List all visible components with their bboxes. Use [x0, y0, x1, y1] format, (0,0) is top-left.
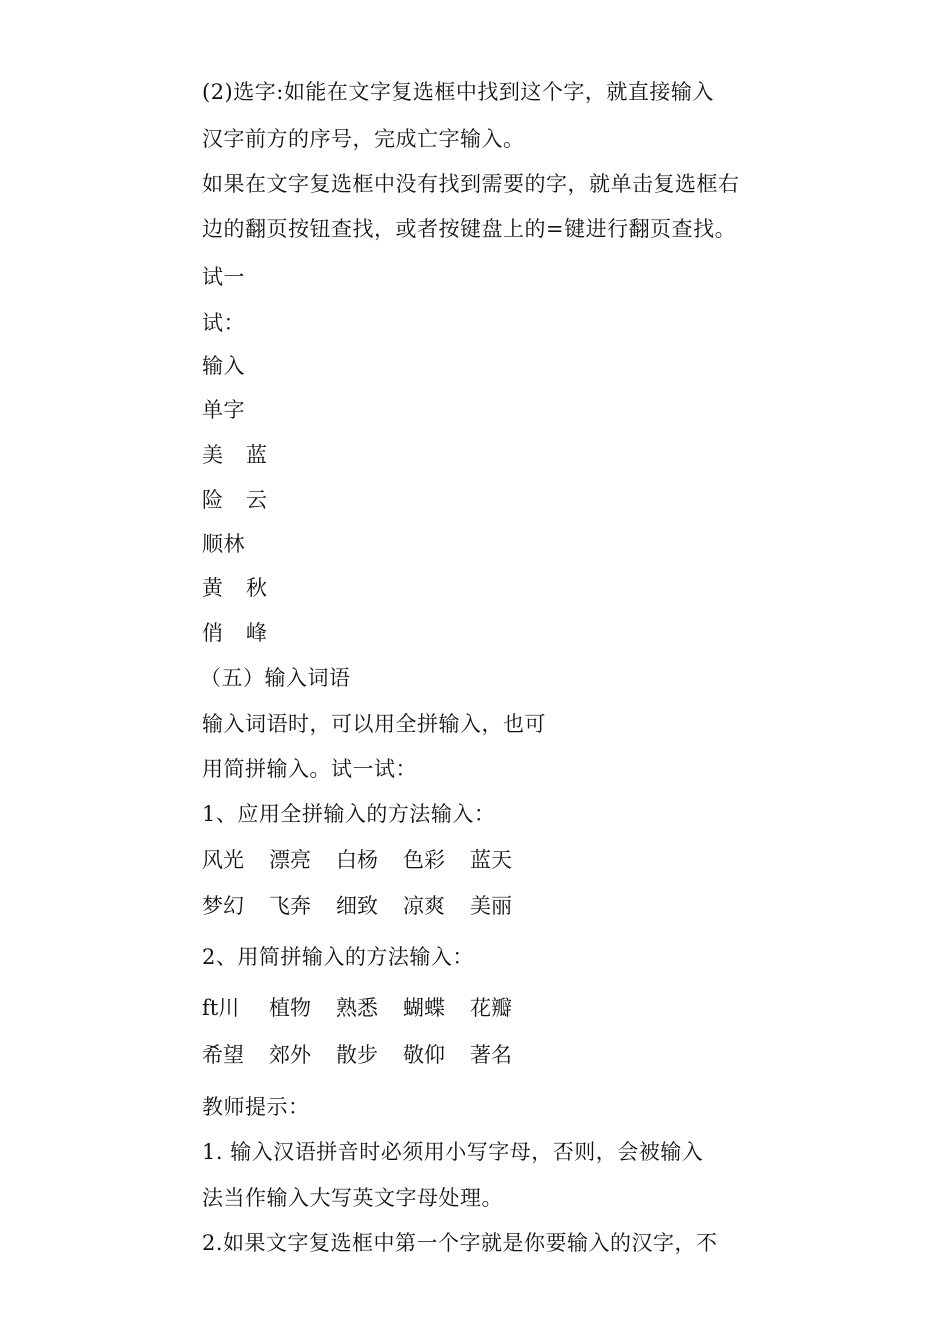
word: 细致: [336, 894, 378, 918]
char: 云: [246, 488, 268, 512]
word: 凉爽: [403, 894, 445, 918]
abbr-title: 2、用简拼输入的方法输入：: [202, 945, 474, 969]
intro-line: 1、应用全拼输入的方法输入：: [202, 802, 496, 826]
tip-line: 1. 输入汉语拼音时必须用小写字母，否则，会被输入: [202, 1140, 704, 1164]
char: 俏: [202, 621, 224, 645]
char: 黄: [202, 576, 224, 600]
tip-line: 法当作输入大写英文字母处理。: [202, 1186, 503, 1210]
paragraph-line: (2)选字:如能在文字复选框中找到这个字，就直接输入: [202, 80, 714, 104]
word-row: [202, 892, 537, 920]
char: 险: [202, 488, 224, 512]
char-pair-row: [202, 441, 290, 469]
word: 美丽: [470, 894, 512, 918]
paragraph-line: 单字: [202, 398, 245, 422]
word: 蓝天: [470, 848, 512, 872]
paragraph-line: 边的翻页按钮查找，或者按键盘上的=键进行翻页查找。: [202, 217, 737, 241]
char: 秋: [246, 576, 268, 600]
word: 白杨: [336, 848, 378, 872]
char-pair-row: [202, 574, 290, 602]
char: 峰: [246, 621, 268, 645]
word: 风光: [202, 848, 244, 872]
char: 蓝: [246, 443, 268, 467]
word: 飞奔: [269, 894, 311, 918]
word: ft川: [202, 996, 240, 1020]
char: 美: [202, 443, 224, 467]
word-row: [202, 1041, 537, 1069]
paragraph-line: 汉字前方的序号，完成亡字输入。: [202, 127, 525, 151]
word: 散步: [336, 1043, 378, 1067]
intro-line: 输入词语时，可以用全拼输入，也可: [202, 712, 546, 736]
paragraph-line: 输入: [202, 354, 245, 378]
paragraph-line: 试：: [202, 311, 245, 335]
char-pair-row: [202, 619, 290, 647]
tips-title: 教师提示：: [202, 1095, 310, 1119]
paragraph-line: 如果在文字复选框中没有找到需要的字，就单击复选框右: [202, 172, 740, 196]
intro-line: 用简拼输入。试一试：: [202, 757, 417, 781]
word: 郊外: [269, 1043, 311, 1067]
char-pair-row: 顺林: [202, 532, 245, 556]
paragraph-line: 试一: [202, 265, 245, 289]
word: 熟悉: [336, 996, 378, 1020]
word: 漂亮: [269, 848, 311, 872]
word: 花瓣: [470, 996, 512, 1020]
word-row: [202, 994, 537, 1022]
char-pair-row: [202, 486, 290, 514]
word: 敬仰: [403, 1043, 445, 1067]
section-title: （五）输入词语: [200, 666, 351, 690]
word: 梦幻: [202, 894, 244, 918]
word: 著名: [470, 1043, 512, 1067]
word-row: [202, 846, 537, 874]
tip-line: 2.如果文字复选框中第一个字就是你要输入的汉字，不: [202, 1231, 718, 1255]
word: 蝴蝶: [403, 996, 445, 1020]
word: 希望: [202, 1043, 244, 1067]
word: 植物: [269, 996, 311, 1020]
word: 色彩: [403, 848, 445, 872]
